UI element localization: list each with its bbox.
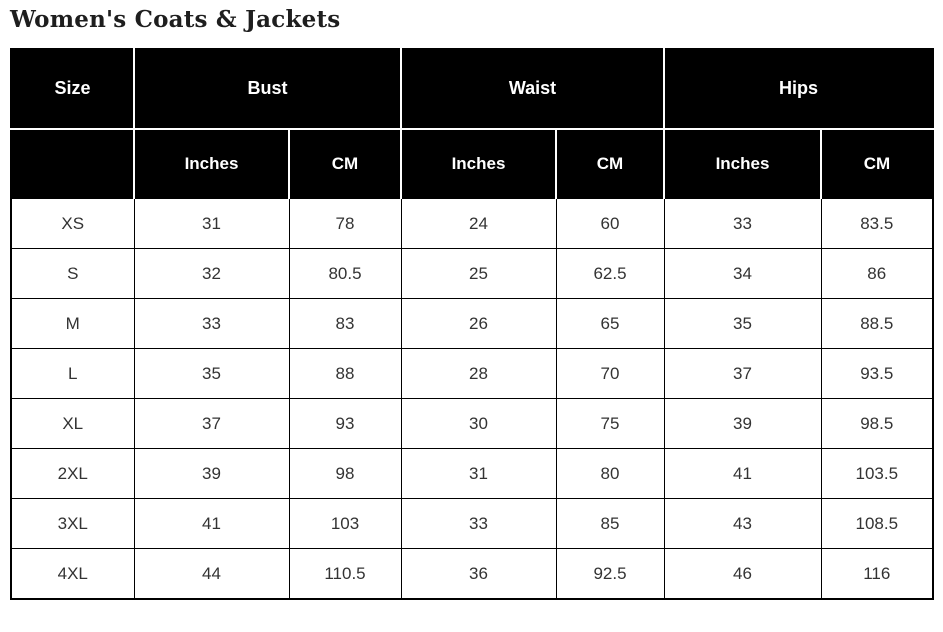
cell-waist-in: 28 xyxy=(401,349,556,399)
cell-bust-cm: 83 xyxy=(289,299,401,349)
column-header-waist-inches: Inches xyxy=(401,129,556,199)
cell-size: 2XL xyxy=(11,449,134,499)
cell-hips-cm: 93.5 xyxy=(821,349,933,399)
cell-bust-cm: 78 xyxy=(289,199,401,249)
page-title: Women's Coats & Jackets xyxy=(10,6,341,33)
cell-hips-in: 43 xyxy=(664,499,821,549)
table-row xyxy=(11,449,933,499)
cell-bust-cm: 98 xyxy=(289,449,401,499)
cell-waist-cm: 85 xyxy=(556,499,664,549)
column-header-bust: Bust xyxy=(134,49,401,129)
cell-hips-in: 41 xyxy=(664,449,821,499)
cell-hips-cm: 108.5 xyxy=(821,499,933,549)
cell-size: XS xyxy=(11,199,134,249)
cell-bust-cm: 93 xyxy=(289,399,401,449)
cell-hips-in: 34 xyxy=(664,249,821,299)
cell-bust-cm: 103 xyxy=(289,499,401,549)
cell-hips-cm: 98.5 xyxy=(821,399,933,449)
cell-hips-cm: 103.5 xyxy=(821,449,933,499)
cell-hips-in: 39 xyxy=(664,399,821,449)
cell-waist-cm: 70 xyxy=(556,349,664,399)
cell-waist-in: 33 xyxy=(401,499,556,549)
cell-waist-cm: 62.5 xyxy=(556,249,664,299)
cell-bust-in: 33 xyxy=(134,299,289,349)
column-header-hips: Hips xyxy=(664,49,933,129)
cell-hips-in: 35 xyxy=(664,299,821,349)
cell-hips-cm: 86 xyxy=(821,249,933,299)
cell-bust-cm: 80.5 xyxy=(289,249,401,299)
cell-waist-in: 26 xyxy=(401,299,556,349)
cell-size: 3XL xyxy=(11,499,134,549)
table-row xyxy=(11,249,933,299)
cell-waist-cm: 80 xyxy=(556,449,664,499)
cell-bust-in: 41 xyxy=(134,499,289,549)
cell-bust-cm: 110.5 xyxy=(289,549,401,599)
header-group-row xyxy=(11,49,933,129)
cell-waist-cm: 75 xyxy=(556,399,664,449)
cell-bust-in: 37 xyxy=(134,399,289,449)
table-row xyxy=(11,549,933,599)
column-header-hips-cm: CM xyxy=(821,129,933,199)
cell-bust-in: 32 xyxy=(134,249,289,299)
cell-bust-in: 44 xyxy=(134,549,289,599)
cell-hips-cm: 88.5 xyxy=(821,299,933,349)
cell-hips-in: 46 xyxy=(664,549,821,599)
cell-hips-in: 33 xyxy=(664,199,821,249)
cell-size: 4XL xyxy=(11,549,134,599)
size-chart-header xyxy=(11,49,933,199)
cell-waist-in: 36 xyxy=(401,549,556,599)
table-row xyxy=(11,299,933,349)
cell-waist-in: 24 xyxy=(401,199,556,249)
cell-bust-in: 31 xyxy=(134,199,289,249)
table-row xyxy=(11,499,933,549)
cell-waist-cm: 92.5 xyxy=(556,549,664,599)
cell-size: L xyxy=(11,349,134,399)
cell-size: XL xyxy=(11,399,134,449)
cell-size: S xyxy=(11,249,134,299)
table-row xyxy=(11,199,933,249)
cell-hips-in: 37 xyxy=(664,349,821,399)
cell-bust-cm: 88 xyxy=(289,349,401,399)
column-header-bust-cm: CM xyxy=(289,129,401,199)
cell-bust-in: 35 xyxy=(134,349,289,399)
cell-waist-in: 31 xyxy=(401,449,556,499)
column-header-empty xyxy=(11,129,134,199)
cell-waist-in: 30 xyxy=(401,399,556,449)
cell-waist-cm: 60 xyxy=(556,199,664,249)
cell-bust-in: 39 xyxy=(134,449,289,499)
table-row xyxy=(11,399,933,449)
table-row xyxy=(11,349,933,399)
cell-size: M xyxy=(11,299,134,349)
column-header-bust-inches: Inches xyxy=(134,129,289,199)
cell-hips-cm: 83.5 xyxy=(821,199,933,249)
column-header-hips-inches: Inches xyxy=(664,129,821,199)
column-header-waist-cm: CM xyxy=(556,129,664,199)
column-header-size: Size xyxy=(11,49,134,129)
header-unit-row xyxy=(11,129,933,199)
cell-waist-in: 25 xyxy=(401,249,556,299)
cell-hips-cm: 116 xyxy=(821,549,933,599)
cell-waist-cm: 65 xyxy=(556,299,664,349)
size-chart-table xyxy=(10,48,934,600)
column-header-waist: Waist xyxy=(401,49,664,129)
size-chart-body xyxy=(11,199,933,599)
